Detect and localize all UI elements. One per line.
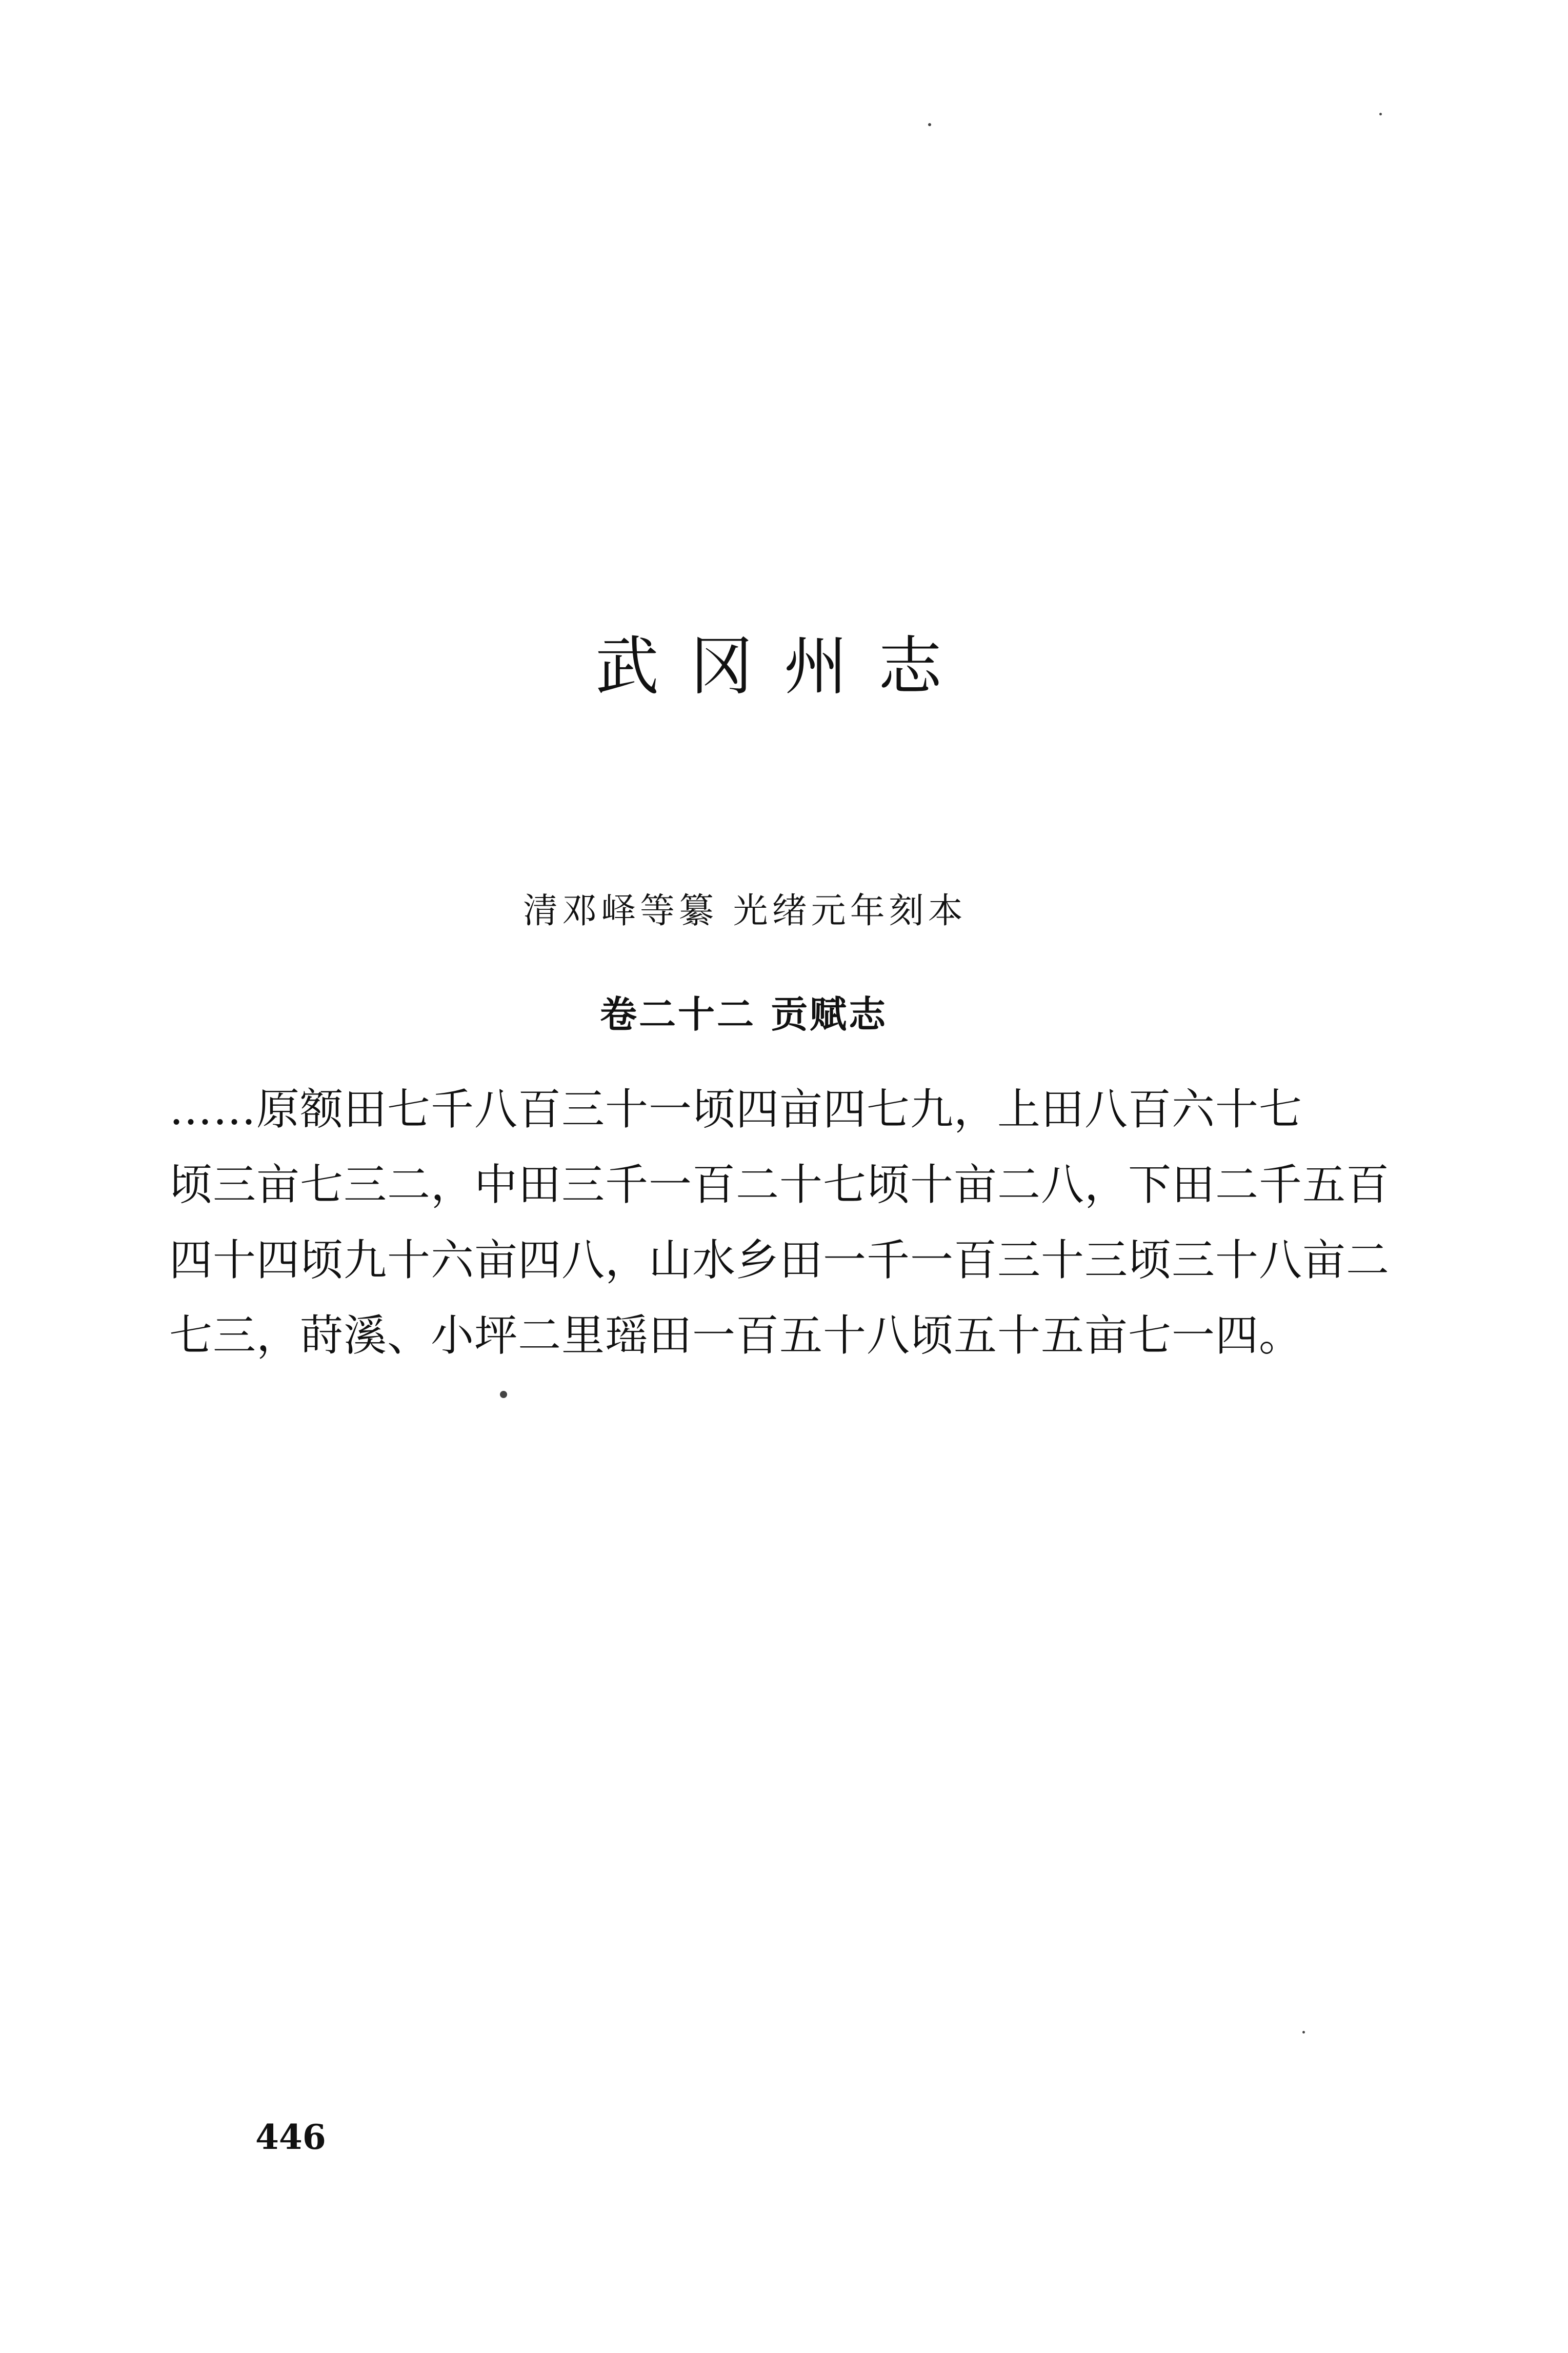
body-line: 顷三亩七三二，中田三千一百二十七顷十亩二八，下田二千五百 (169, 1160, 1390, 1210)
section-heading: 卷二十二 贡赋志 (600, 993, 888, 1036)
scan-speck (500, 1391, 507, 1398)
document-subtitle: 清邓峄等纂 光绪元年刻本 (523, 891, 967, 931)
body-line: 四十四顷九十六亩四八，山水乡田一千一百三十三顷三十八亩二 (169, 1235, 1390, 1285)
scan-speck (1302, 2031, 1305, 2033)
document-title: 武冈州志 (595, 630, 973, 704)
scan-speck (928, 123, 931, 126)
page-number: 446 (255, 2117, 326, 2157)
scan-speck (1379, 113, 1382, 115)
body-paragraph (169, 1072, 1410, 1373)
body-line: 七三，莳溪、小坪二里瑶田一百五十八顷五十五亩七一四。 (169, 1310, 1303, 1361)
body-line: ……原额田七千八百三十一顷四亩四七九，上田八百六十七 (169, 1084, 1303, 1134)
